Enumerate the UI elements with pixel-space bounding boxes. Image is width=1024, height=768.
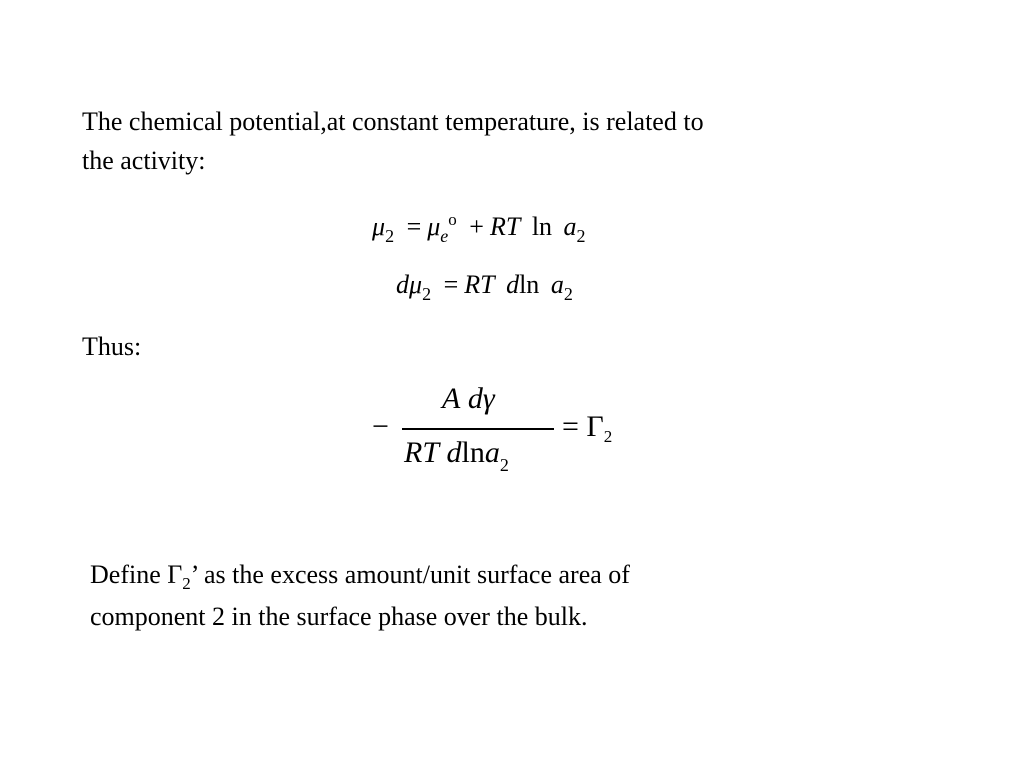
eq3-Gamma-sub-2: 2	[603, 427, 613, 446]
eq3-minus: −	[372, 410, 389, 443]
eq3-d2: d	[446, 436, 462, 469]
define-word: Define	[90, 560, 168, 589]
intro-line-2: the activity:	[82, 146, 206, 175]
eq3-equals: =	[562, 410, 579, 443]
eq1-a-sub-2: 2	[576, 226, 586, 246]
intro-text	[82, 102, 942, 180]
eq2-d: d	[396, 270, 409, 299]
eq1-a: a	[563, 212, 577, 241]
eq2-mu: μ	[409, 270, 423, 299]
eq1-plus: +	[469, 212, 484, 241]
eq2-RT: RT	[464, 270, 495, 299]
eq2-a-sub-2: 2	[563, 284, 573, 304]
equation-differential	[396, 270, 573, 302]
thus-text: Thus:	[82, 332, 142, 361]
eq2-a: a	[550, 270, 564, 299]
define-Gamma: Γ	[167, 560, 183, 589]
eq2-d2: d	[506, 270, 520, 299]
eq3-gamma: γ	[482, 382, 495, 415]
eq1-RT: RT	[489, 212, 521, 241]
define-sub-2: 2	[182, 574, 191, 593]
equation-chemical-potential	[372, 212, 586, 245]
eq3-rhs	[562, 410, 612, 444]
eq1-ln: ln	[531, 212, 553, 241]
eq3-Gamma: Γ	[586, 410, 604, 443]
eq1-equals: =	[406, 212, 422, 241]
eq1-sup-o: o	[448, 210, 457, 229]
equation-surface-excess	[372, 382, 642, 482]
eq2-equals: =	[443, 270, 459, 299]
eq2-ln: ln	[519, 270, 540, 299]
intro-line-1: The chemical potential,at constant temperature, is related to	[82, 107, 704, 136]
eq1-mu-e: μ	[427, 212, 441, 241]
eq3-d: d	[467, 382, 483, 415]
fraction-bar	[402, 428, 554, 430]
define-rest-1: ’ as the excess amount/unit surface area of	[190, 560, 630, 589]
eq3-RT: RT	[404, 436, 440, 469]
eq1-mu: μ	[372, 212, 386, 241]
definition-text	[90, 555, 950, 636]
eq3-numerator	[442, 382, 495, 416]
eq3-a-sub-2: 2	[499, 455, 509, 475]
eq1-sub-2: 2	[385, 226, 395, 246]
eq3-A: A	[442, 382, 461, 415]
eq2-sub-2: 2	[422, 284, 432, 304]
define-line-2: component 2 in the surface phase over the bulk.	[90, 602, 588, 631]
eq3-ln: ln	[461, 436, 485, 469]
eq1-sub-e: e	[440, 226, 449, 246]
eq3-a: a	[484, 436, 500, 469]
eq3-denominator	[404, 436, 509, 475]
